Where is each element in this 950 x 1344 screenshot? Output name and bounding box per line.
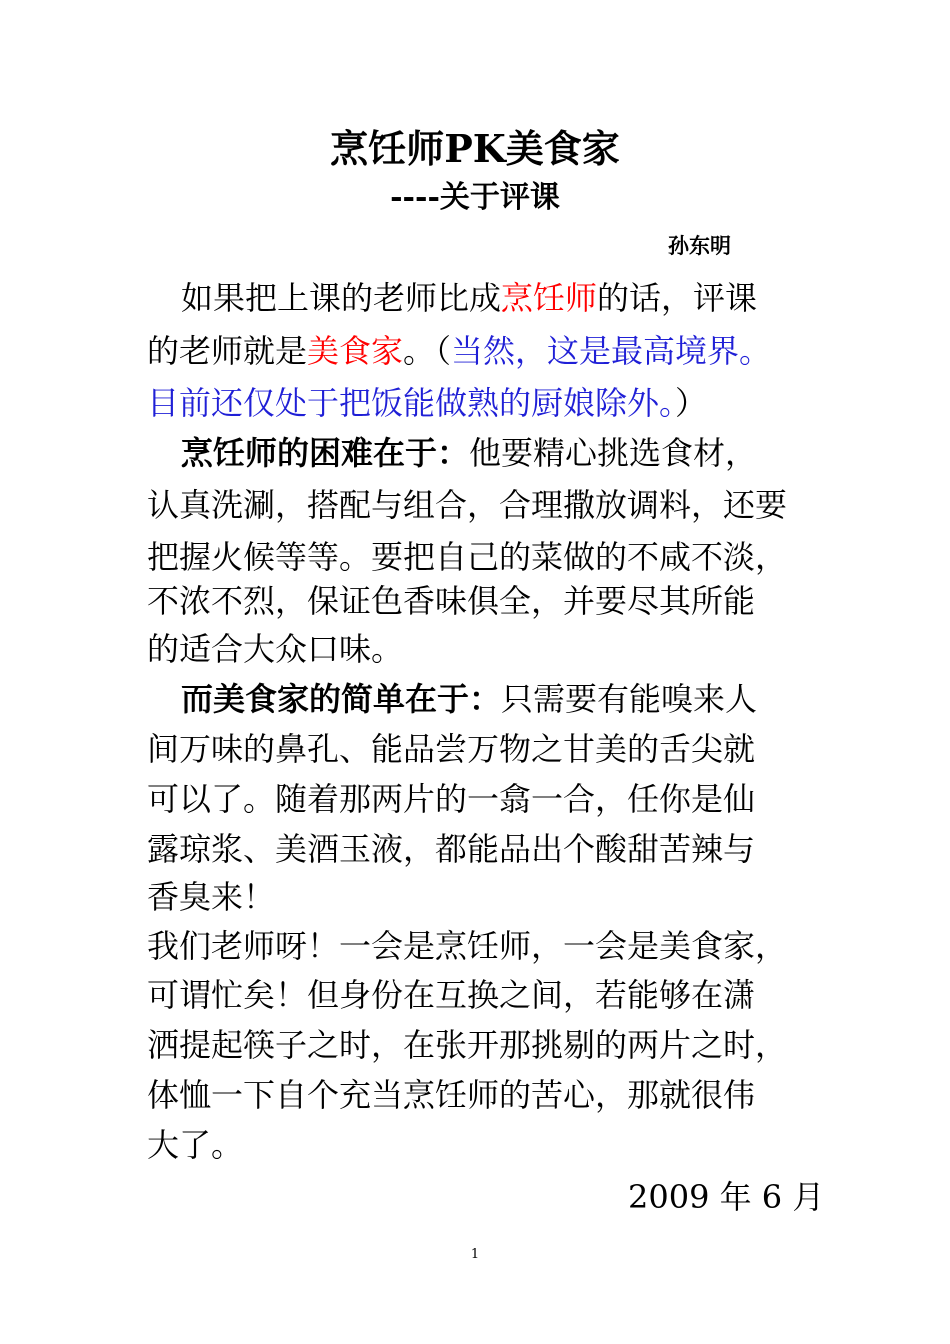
paragraph-4-line-2: 可谓忙矣！但身份在互换之间，若能够在潇 bbox=[147, 976, 756, 1014]
paragraph-3-line-2: 间万味的鼻孔、能品尝万物之甘美的舌尖就 bbox=[147, 730, 756, 768]
paragraph-4-line-3: 洒提起筷子之时，在张开那挑剔的两片之时， bbox=[147, 1026, 788, 1064]
text-run: 他要精心挑选食材， bbox=[469, 434, 758, 472]
paragraph-2-line-5: 的适合大众口味。 bbox=[147, 630, 404, 668]
text-run: 的老师就是 bbox=[147, 332, 308, 370]
paragraph-3-line-3: 可以了。随着那两片的一翕一合，任你是仙 bbox=[147, 780, 756, 818]
bold-lead: 而美食家的简单在于： bbox=[181, 680, 502, 718]
document-date: 2009 年 6 月 bbox=[628, 1178, 825, 1216]
author-name: 孙东明 bbox=[668, 233, 731, 258]
paragraph-2-line-3: 把握火候等等。要把自己的菜做的不咸不淡， bbox=[147, 538, 788, 576]
paragraph-4-line-4: 体恤一下自个充当烹饪师的苦心，那就很伟 bbox=[147, 1076, 756, 1114]
paragraph-4-line-5: 大了。 bbox=[147, 1126, 244, 1164]
text-run: 如果把上课的老师比成 bbox=[181, 279, 502, 317]
document-subtitle: ----关于评课 bbox=[390, 180, 560, 215]
aside-text: 当然，这是最高境界。 bbox=[451, 332, 772, 370]
paragraph-2-line-2: 认真洗涮，搭配与组合，合理撒放调料，还要 bbox=[147, 486, 788, 524]
paragraph-3-line-5: 香臭来！ bbox=[147, 878, 276, 916]
paragraph-1-line-2 bbox=[147, 324, 771, 378]
document-title: 烹饪师PK美食家 bbox=[330, 126, 620, 171]
paragraph-2-line-4: 不浓不烈，保证色香味俱全，并要尽其所能 bbox=[147, 582, 756, 620]
text-run: 只需要有能嗅来人 bbox=[501, 680, 758, 718]
paragraph-1-line-3 bbox=[147, 376, 707, 430]
highlight-gourmet: 美食家 bbox=[307, 332, 404, 370]
text-run: ） bbox=[675, 384, 708, 422]
text-run: 的话，评课 bbox=[597, 279, 758, 317]
paragraph-3-line-4: 露琼浆、美酒玉液，都能品出个酸甜苦辣与 bbox=[147, 830, 756, 868]
paragraph-1-line-1 bbox=[181, 271, 757, 325]
bold-lead: 烹饪师的困难在于： bbox=[181, 434, 470, 472]
text-run: 。（ bbox=[403, 332, 452, 370]
paragraph-3-line-1 bbox=[181, 672, 757, 726]
page-number: 1 bbox=[470, 1247, 480, 1262]
aside-text: 目前还仅处于把饭能做熟的厨娘除外。 bbox=[147, 384, 676, 422]
paragraph-2-line-1 bbox=[181, 426, 757, 480]
paragraph-4-line-1: 我们老师呀！一会是烹饪师，一会是美食家， bbox=[147, 927, 788, 965]
highlight-chef: 烹饪师 bbox=[501, 279, 598, 317]
